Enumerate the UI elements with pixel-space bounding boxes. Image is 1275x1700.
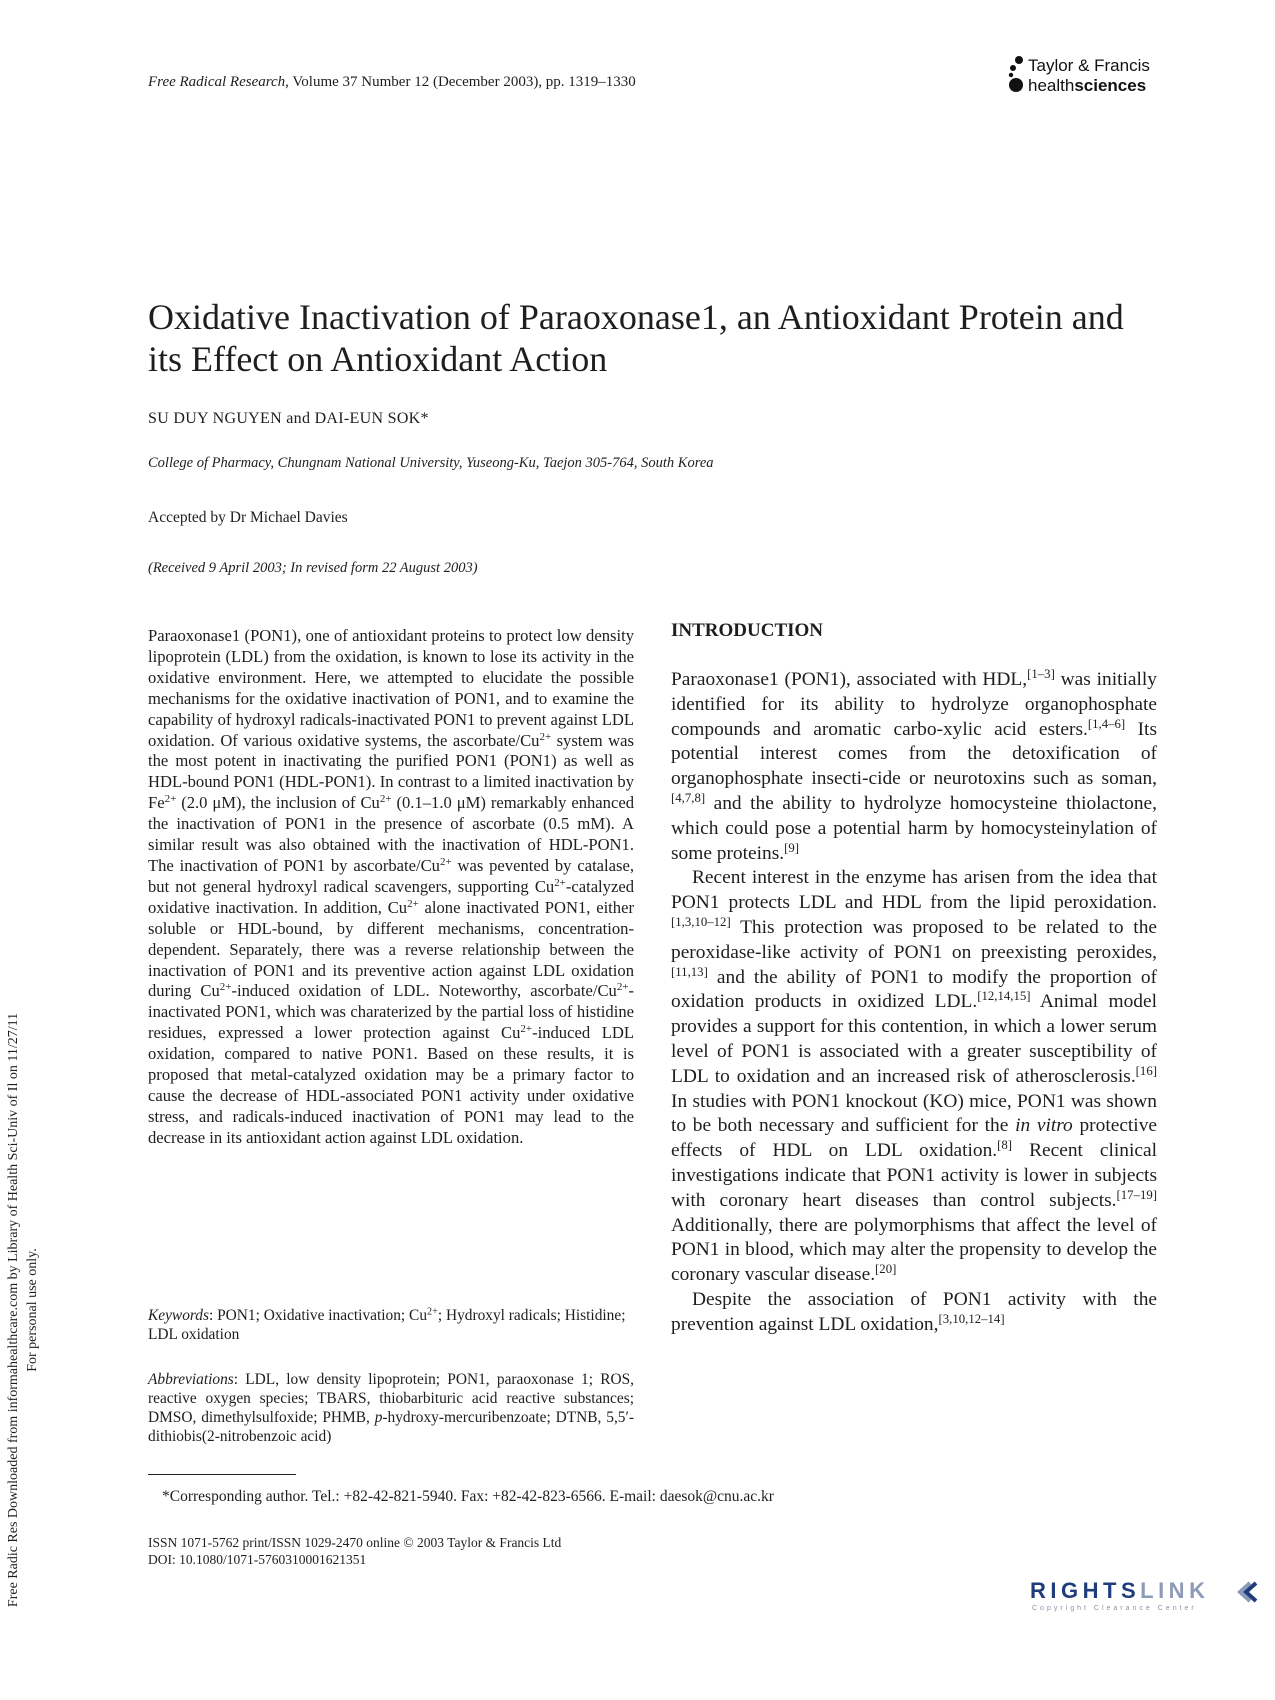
article-affiliation: College of Pharmacy, Chungnam National University, Yuseong-Ku, Taejon 305-764, South Korea (148, 455, 714, 471)
intro-text: Additionally, there are polymorphisms that affect the level of PON1 in blood, which may alter the propensity to develop the coronary vascular disease. (671, 1214, 1157, 1286)
logo-dots-icon (1006, 54, 1030, 98)
abbreviations (148, 1370, 634, 1446)
intro-text: In studies with PON1 knockout (KO) mice, PON1 was shown to be both necessary and sufficient for the (671, 1090, 1157, 1137)
rightslink-dark-text: RIGHTS (1030, 1578, 1141, 1603)
corresponding-author-footnote: *Corresponding author. Tel.: +82-42-821-5940. Fax: +82-42-823-6566. E-mail: daesok@cnu.ac.kr (162, 1488, 774, 1505)
download-notice (4, 920, 60, 1700)
superscript: 2+ (439, 855, 452, 868)
citation-ref: [1,4–6] (1087, 716, 1126, 731)
abbreviations-text: : LDL, low density lipoprotein; PON1, paraoxonase 1; ROS, reactive oxygen species; TBARS, thiobarbituric acid reactive substances; DMSO, dimethylsulfoxide; PHMB, (148, 1371, 634, 1426)
citation-ref: [17–19] (1116, 1187, 1157, 1202)
introduction-heading: INTRODUCTION (671, 620, 824, 641)
intro-text: protective effects of HDL on LDL oxidation. (671, 1115, 1157, 1162)
abstract-text: Paraoxonase1 (PON1), one of antioxidant proteins to protect low density lipoprotein (LDL) from the oxidation, is known to lose its activity in the oxidative environment. Here, we attempted to elucidate the possible mechanisms for the oxidative inactivation of PON1, and to examine the capability of hydroxyl radicals-inactivated PON1 to prevent against LDL oxidation. Of various oxidative systems, the ascorbate/Cu (148, 626, 634, 750)
footnote-divider (148, 1474, 296, 1475)
intro-text: was initially identified for its ability to hydrolyze organophosphate compounds and aromatic carbo-xylic acid esters. (671, 669, 1157, 740)
intro-italic: in vitro (1015, 1115, 1073, 1137)
citation-ref: [20] (875, 1262, 897, 1277)
article-authors: SU DUY NGUYEN and DAI-EUN SOK* (148, 410, 429, 427)
citation-ref: [12,14,15] (977, 989, 1031, 1004)
intro-text: Paraoxonase1 (PON1), associated with HDL, (671, 669, 1028, 690)
citation-ref: [9] (784, 840, 800, 855)
keywords-label: Keywords (148, 1307, 209, 1324)
keywords-text: : PON1; Oxidative inactivation; Cu (209, 1307, 428, 1324)
abstract-text: (2.0 μM), the inclusion of Cu (176, 793, 380, 813)
citation-ref: [1–3] (1027, 666, 1055, 681)
superscript: 2+ (219, 981, 232, 994)
intro-text: and the ability to hydrolyze homocysteine thiolactone, which could pose a potential harm by homocysteinylation of some proteins. (671, 792, 1157, 864)
abstract-text: was pevented by catalase, but not general hydroxyl radical scavengers, supporting Cu (148, 855, 634, 896)
publisher-line2 (1028, 76, 1150, 96)
journal-details: , Volume 37 Number 12 (December 2003), pp. 1319–1330 (285, 74, 636, 90)
intro-text: Recent clinical investigations indicate that PON1 activity is lower in subjects with coronary heart diseases than control subjects. (671, 1140, 1157, 1211)
keywords (148, 1306, 634, 1344)
abstract-text: -inactivated PON1, which was charaterized by the partial loss of histidine residues, expressed a lower protection against Cu (148, 981, 634, 1043)
rightslink-subtitle: Copyright Clearance Center (1032, 1605, 1197, 1612)
citation-ref: [4,7,8] (671, 790, 706, 805)
superscript: 2+ (554, 876, 566, 889)
superscript: 2+ (379, 793, 392, 806)
publisher-name (1028, 56, 1150, 96)
intro-text: and the ability of PON1 to modify the proportion of oxidation products in oxidized LDL. (671, 966, 1157, 1013)
article-title: Oxidative Inactivation of Paraoxonase1, an Antioxidant Protein and its Effect on Antioxidant Action (148, 297, 1124, 379)
issn-block (148, 1534, 561, 1568)
download-notice-line2: For personal use only. (25, 1248, 40, 1372)
citation-ref: [8] (997, 1138, 1013, 1153)
introduction-paragraph (671, 668, 1157, 866)
introduction-paragraph (671, 866, 1157, 1288)
abstract (148, 626, 634, 1149)
intro-text: This protection was proposed to be related to the peroxidase-like activity of PON1 on preexisting peroxides, (671, 916, 1157, 963)
superscript: 2+ (520, 1023, 533, 1036)
issn-line: ISSN 1071-5762 print/ISSN 1029-2470 online © 2003 Taylor & Francis Ltd (148, 1535, 562, 1550)
abbreviations-label: Abbreviations (148, 1371, 234, 1388)
superscript: 2+ (407, 897, 419, 910)
rightslink-arrow-icon (1236, 1581, 1260, 1603)
citation-ref: [1,3,10–12] (671, 914, 731, 929)
accepted-by: Accepted by Dr Michael Davies (148, 509, 348, 526)
citation-ref: [16] (1135, 1063, 1157, 1078)
journal-citation (148, 74, 636, 91)
publisher-logo (1006, 54, 1156, 98)
abstract-text: -induced LDL oxidation, compared to native PON1. Based on these results, it is proposed that metal-catalyzed oxidation may be a primary factor to cause the decrease of HDL-associated PON1 activity under oxidative stress, and radicals-induced inactivation of PON1 may lead to the decrease in its antioxidant action against LDL oxidation. (148, 1023, 634, 1147)
publisher-line1: Taylor & Francis (1028, 56, 1150, 75)
intro-text: Its potential interest comes from the detoxification of organophosphate insecti-cide or neurotoxins such as soman, (671, 718, 1157, 790)
superscript: 2+ (427, 1306, 438, 1318)
publisher-line2-sciences: sciences (1074, 76, 1147, 95)
doi-line: DOI: 10.1080/1071-5760310001621351 (148, 1552, 367, 1567)
abstract-text: -catalyzed oxidative inactivation. In addition, Cu (148, 876, 634, 917)
received-dates: (Received 9 April 2003; In revised form 22 August 2003) (148, 560, 478, 576)
keywords-text: ; Hydroxyl radicals; Histidine; LDL oxidation (148, 1307, 626, 1343)
citation-ref: [3,10,12–14] (938, 1311, 1005, 1326)
abbreviations-italic: p (374, 1409, 383, 1426)
superscript: 2+ (539, 730, 552, 743)
abstract-text: -induced oxidation of LDL. Noteworthy, ascorbate/Cu (231, 981, 617, 1001)
citation-ref: [11,13] (671, 964, 708, 979)
rightslink-wordmark (1030, 1578, 1209, 1604)
intro-text: Recent interest in the enzyme has arisen from the idea that PON1 protects LDL and HDL from the lipid peroxidation. (671, 867, 1157, 914)
download-notice-line1: Free Radic Res Downloaded from informahealthcare.com by Library of Health Sci-Univ of Il on 11/27/11 (6, 1012, 21, 1608)
introduction-paragraph (671, 1288, 1157, 1338)
rightslink-light-text: LINK (1140, 1578, 1210, 1603)
abstract-text: (0.1–1.0 μM) remarkably enhanced the inactivation of PON1 in the presence of ascorbate (0.5 mM). A similar result was also obtained with the inactivation of HDL-PON1. The inactivation of PON1 by ascorbate/Cu (148, 793, 634, 875)
abbreviations-text: -hydroxy-mercuribenzoate; DTNB, 5,5′-dithiobis(2-nitrobenzoic acid) (148, 1409, 634, 1445)
intro-text: Despite the association of PON1 activity with the prevention against LDL oxidation, (671, 1288, 1157, 1335)
rightslink-logo[interactable] (1030, 1578, 1262, 1618)
introduction-body (671, 668, 1157, 1338)
abstract-text: alone inactivated PON1, either soluble or HDL-bound, by different mechanisms, concentration-dependent. Separately, there was a reverse relationship between the inactivation of PON1 and its preventive action against LDL oxidation during Cu (148, 897, 634, 1001)
journal-name: Free Radical Research (148, 74, 286, 90)
intro-text: Animal model provides a support for this contention, in which a lower serum level of PON1 is associated with a greater susceptibility of LDL to oxidation and an increased risk of atherosclerosis. (671, 991, 1157, 1087)
abstract-text: system was the most potent in inactivating the purified PON1 (PON1) as well as HDL-bound PON1 (HDL-PON1). In contrast to a limited inactivation by Fe (148, 730, 634, 813)
superscript: 2+ (616, 981, 629, 994)
publisher-line2-health: health (1028, 76, 1075, 95)
superscript: 2+ (164, 793, 177, 806)
